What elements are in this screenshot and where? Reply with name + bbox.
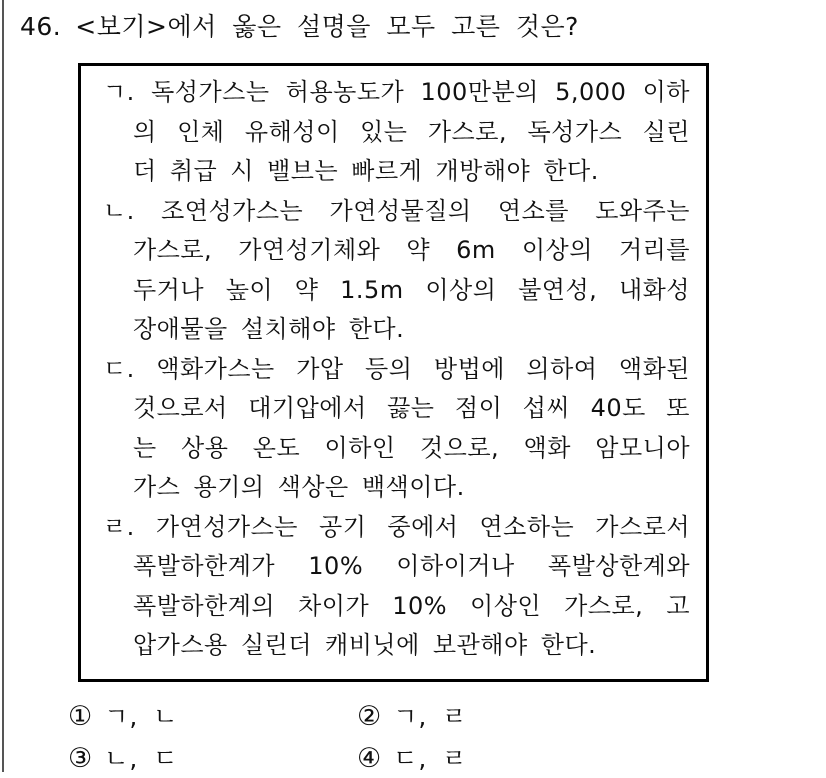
statement-line bbox=[103, 508, 690, 548]
choice-1-label: ㄱ, ㄴ bbox=[104, 702, 179, 731]
question-number: 46. bbox=[20, 12, 62, 41]
statement-line bbox=[103, 350, 690, 390]
statement-line bbox=[103, 73, 690, 113]
statement-line: 폭발하한계의 차이가 10% 이상인 가스로, 고 bbox=[133, 591, 690, 620]
statement-line: 두거나 높이 약 1.5m 이상의 불연성, 내화성 bbox=[133, 275, 690, 304]
choice-1[interactable] bbox=[68, 697, 357, 733]
statement-line: 더 취급 시 밸브는 빠르게 개방해야 한다. bbox=[133, 157, 599, 185]
statement-line bbox=[103, 192, 690, 232]
choice-3-number: ③ bbox=[68, 743, 93, 774]
statement-line-text: 액화가스는 가압 등의 방법에 의하여 액화된 bbox=[156, 354, 690, 383]
statement-line: 는 상용 온도 이하인 것으로, 액화 암모니아 bbox=[133, 433, 690, 462]
statement-line: 장애물을 설치해야 한다. bbox=[133, 315, 405, 343]
choice-4-number: ④ bbox=[357, 743, 382, 774]
statement-marker: ㄷ. bbox=[103, 354, 135, 383]
statement-marker: ㄴ. bbox=[103, 196, 135, 225]
statement-marker: ㄱ. bbox=[103, 78, 135, 106]
answer-choices bbox=[68, 694, 688, 778]
question-text: <보기>에서 옳은 설명을 모두 고른 것은? bbox=[75, 12, 579, 41]
choice-2-label: ㄱ, ㄹ bbox=[393, 702, 468, 731]
statement-line: 폭발하한계가 10% 이하이거나 폭발상한계와 bbox=[133, 552, 690, 580]
question-header bbox=[20, 10, 579, 44]
statement-giyeok bbox=[103, 73, 690, 192]
statement-marker: ㄹ. bbox=[103, 512, 135, 541]
statement-line-text: 가연성가스는 공기 중에서 연소하는 가스로서 bbox=[155, 512, 690, 541]
choice-2-number: ② bbox=[357, 701, 382, 732]
statement-line: 의 인체 유해성이 있는 가스로, 독성가스 실린 bbox=[133, 117, 690, 146]
statement-digeut bbox=[103, 350, 690, 508]
statement-nieun bbox=[103, 192, 690, 350]
statement-line: 가스 용기의 색상은 백색이다. bbox=[133, 473, 465, 501]
column-divider-rule bbox=[2, 0, 4, 772]
statement-rieul bbox=[103, 508, 690, 666]
choice-4[interactable] bbox=[357, 739, 688, 775]
bogi-box bbox=[78, 63, 709, 682]
choice-3[interactable] bbox=[68, 739, 357, 775]
choice-4-label: ㄷ, ㄹ bbox=[393, 744, 468, 773]
statement-line: 압가스용 실린더 캐비닛에 보관해야 한다. bbox=[133, 631, 597, 659]
choice-1-number: ① bbox=[68, 701, 93, 732]
statement-line: 가스로, 가연성기체와 약 6m 이상의 거리를 bbox=[133, 236, 690, 264]
statement-line-text: 독성가스는 허용농도가 100만분의 5,000 이하 bbox=[151, 78, 690, 106]
choice-2[interactable] bbox=[357, 697, 688, 733]
statement-line-text: 조연성가스는 가연성물질의 연소를 도와주는 bbox=[161, 196, 690, 225]
statement-line: 것으로서 대기압에서 끓는 점이 섭씨 40도 또 bbox=[133, 394, 690, 422]
choice-3-label: ㄴ, ㄷ bbox=[104, 744, 179, 773]
